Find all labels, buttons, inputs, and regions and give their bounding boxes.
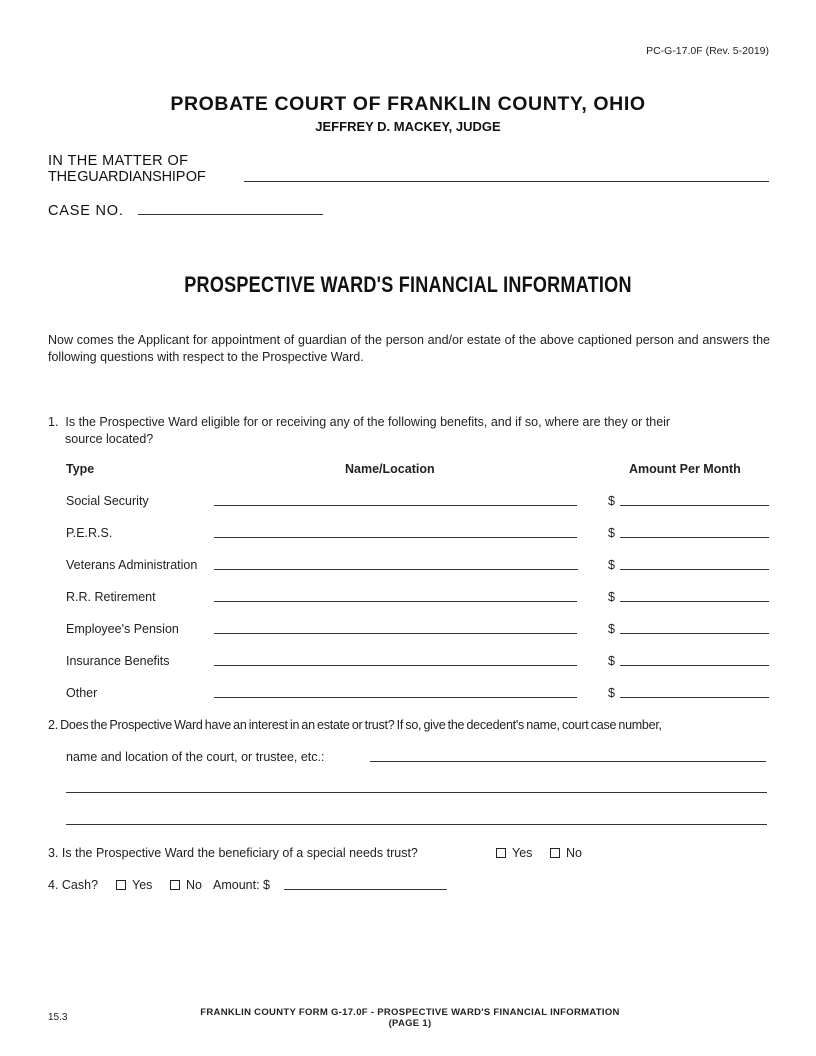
amount-field-employees-pension[interactable] — [620, 633, 769, 634]
footer-form-name: FRANKLIN COUNTY FORM G-17.0F - PROSPECTIVE WARD'S FINANCIAL INFORMATION — [200, 1007, 620, 1018]
matter-line2: THE GUARDIANSHIP OF — [48, 169, 206, 185]
benefit-type-insurance-benefits: Insurance Benefits — [66, 654, 170, 668]
guardianship-of-field[interactable] — [244, 181, 769, 182]
benefit-type-social-security: Social Security — [66, 494, 149, 508]
special-needs-trust-yes-checkbox[interactable] — [496, 848, 506, 858]
judge-name: JEFFREY D. MACKEY, JUDGE — [315, 119, 501, 134]
name-location-field-employees-pension[interactable] — [214, 633, 577, 634]
question-1-text-line1: Is the Prospective Ward eligible for or receiving any of the following benefits, and if so, where are they or their — [65, 415, 671, 429]
name-location-field-other[interactable] — [214, 697, 577, 698]
cash-no-label: No — [186, 878, 202, 892]
dollar-sign: $ — [608, 654, 615, 668]
footer-page-number: (PAGE 1) — [388, 1018, 432, 1029]
question-2-text-line1: 2. Does the Prospective Ward have an interest in an estate or trust? If so, give the decedent's name, court case number, — [48, 718, 662, 732]
benefit-type-veterans-administration: Veterans Administration — [66, 558, 198, 572]
page-code: 15.3 — [48, 1012, 68, 1023]
name-location-field-social-security[interactable] — [214, 505, 577, 506]
amount-field-rr-retirement[interactable] — [620, 601, 769, 602]
amount-field-other[interactable] — [620, 697, 769, 698]
benefit-type-pers: P.E.R.S. — [66, 526, 113, 540]
form-id: PC-G-17.0F (Rev. 5-2019) — [646, 45, 769, 57]
cash-yes-checkbox[interactable] — [116, 880, 126, 890]
form-footer — [150, 1007, 670, 1029]
amount-field-pers[interactable] — [620, 537, 769, 538]
name-location-field-rr-retirement[interactable] — [214, 601, 577, 602]
special-needs-trust-no-label: No — [566, 846, 582, 860]
name-location-field-veterans-administration[interactable] — [214, 569, 578, 570]
cash-yes-label: Yes — [132, 878, 153, 892]
column-header-type: Type — [66, 462, 95, 476]
dollar-sign: $ — [608, 590, 615, 604]
question-3-text: 3. Is the Prospective Ward the beneficiary of a special needs trust? — [48, 846, 418, 860]
name-location-field-insurance-benefits[interactable] — [214, 665, 577, 666]
special-needs-trust-no-checkbox[interactable] — [550, 848, 560, 858]
special-needs-trust-yes-label: Yes — [512, 846, 533, 860]
case-no-field[interactable] — [138, 214, 323, 215]
case-no-label: CASE NO. — [48, 203, 124, 219]
benefit-type-employees-pension: Employee's Pension — [66, 622, 179, 636]
matter-caption — [48, 153, 206, 185]
question-1-text-line2: source located? — [65, 432, 154, 446]
dollar-sign: $ — [608, 686, 615, 700]
benefit-type-other: Other — [66, 686, 98, 700]
document-title: PROSPECTIVE WARD'S FINANCIAL INFORMATION — [184, 272, 632, 297]
question-1 — [48, 414, 770, 448]
column-header-amount: Amount Per Month — [629, 462, 741, 476]
dollar-sign: $ — [608, 526, 615, 540]
estate-trust-answer-line3[interactable] — [66, 824, 767, 825]
question-2-text-line2: name and location of the court, or trustee, etc.: — [66, 750, 325, 764]
amount-field-veterans-administration[interactable] — [620, 569, 769, 570]
amount-field-insurance-benefits[interactable] — [620, 665, 769, 666]
matter-line1: IN THE MATTER OF — [48, 153, 189, 169]
intro-paragraph: Now comes the Applicant for appointment of guardian of the person and/or estate of the above captioned person and answers the following questions with respect to the Prospective Ward. — [48, 333, 770, 364]
dollar-sign: $ — [608, 558, 615, 572]
name-location-field-pers[interactable] — [214, 537, 577, 538]
question-4-text: 4. Cash? — [48, 878, 99, 892]
benefit-type-rr-retirement: R.R. Retirement — [66, 590, 156, 604]
amount-field-social-security[interactable] — [620, 505, 769, 506]
cash-amount-field[interactable] — [284, 889, 447, 890]
court-title: PROBATE COURT OF FRANKLIN COUNTY, OHIO — [170, 93, 646, 115]
dollar-sign: $ — [608, 622, 615, 636]
cash-amount-label: Amount: $ — [213, 878, 270, 892]
estate-trust-answer-line1[interactable] — [370, 761, 766, 762]
estate-trust-answer-line2[interactable] — [66, 792, 767, 793]
question-1-number: 1. — [48, 415, 59, 429]
cash-no-checkbox[interactable] — [170, 880, 180, 890]
column-header-name-location: Name/Location — [345, 462, 435, 476]
dollar-sign: $ — [608, 494, 615, 508]
